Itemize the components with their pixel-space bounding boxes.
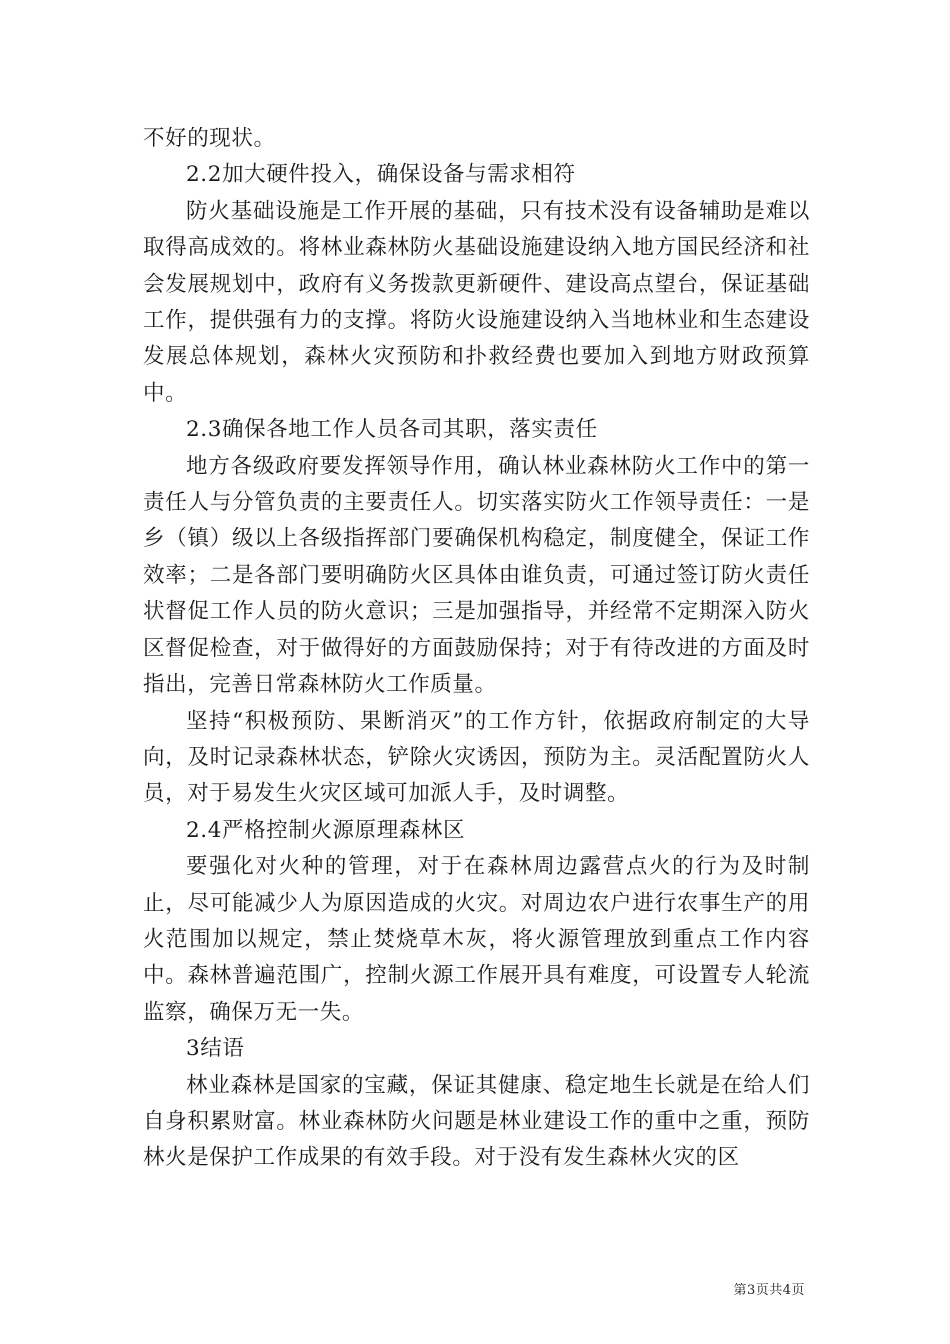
paragraph-conclusion: 林业森林是国家的宝藏，保证其健康、稳定地生长就是在给人们自身积累财富。林业森林防火问题是林业建设工作的重中之重，预防林火是保护工作成果的有效手段。对于没有发生森林火灾的区 <box>143 1072 810 1171</box>
section-heading-3: 3结语 <box>186 1036 245 1062</box>
section-heading-2-4: 2.4严格控制火源原理森林区 <box>186 817 466 843</box>
paragraph-policy: 坚持“积极预防、果断消灭”的工作方针，依据政府制定的大导向，及时记录森林状态，铲除火灾诱因，预防为主。灵活配置防火人员，对于易发生火灾区域可加派人手，及时调整。 <box>143 708 810 807</box>
paragraph-fire-source: 要强化对火种的管理，对于在森林周边露营点火的行为及时制止，尽可能减少人为原因造成的火灾。对周边农户进行农事生产的用火范围加以规定，禁止焚烧草木灰，将火源管理放到重点工作内容中。森林普遍范围广，控制火源工作展开具有难度，可设置专人轮流监察，确保万无一失。 <box>143 854 810 1025</box>
section-heading-2-2: 2.2加大硬件投入，确保设备与需求相符 <box>186 162 576 188</box>
paragraph-continuation: 不好的现状。 <box>143 126 276 151</box>
section-heading-2-3: 2.3确保各地工作人员各司其职，落实责任 <box>186 417 598 443</box>
paragraph-infrastructure: 防火基础设施是工作开展的基础，只有技术没有设备辅助是难以取得高成效的。将林业森林防火基础设施建设纳入地方国民经济和社会发展规划中，政府有义务拨款更新硬件、建设高点望台，保证基础工作，提供强有力的支撑。将防火设施建设纳入当地林业和生态建设发展总体规划，森林火灾预防和扑救经费也要加入到地方财政预算中。 <box>143 198 810 406</box>
page-number-footer: 第3页共4页 <box>733 1283 805 1298</box>
document-body <box>143 121 810 1177</box>
paragraph-responsibility: 地方各级政府要发挥领导作用，确认林业森林防火工作中的第一责任人与分管负责的主要责任人。切实落实防火工作领导责任：一是乡（镇）级以上各级指挥部门要确保机构稳定，制度健全，保证工作效率；二是各部门要明确防火区具体由谁负责，可通过签订防火责任状督促工作人员的防火意识；三是加强指导，并经常不定期深入防火区督促检查，对于做得好的方面鼓励保持；对于有待改进的方面及时指出，完善日常森林防火工作质量。 <box>143 453 810 698</box>
